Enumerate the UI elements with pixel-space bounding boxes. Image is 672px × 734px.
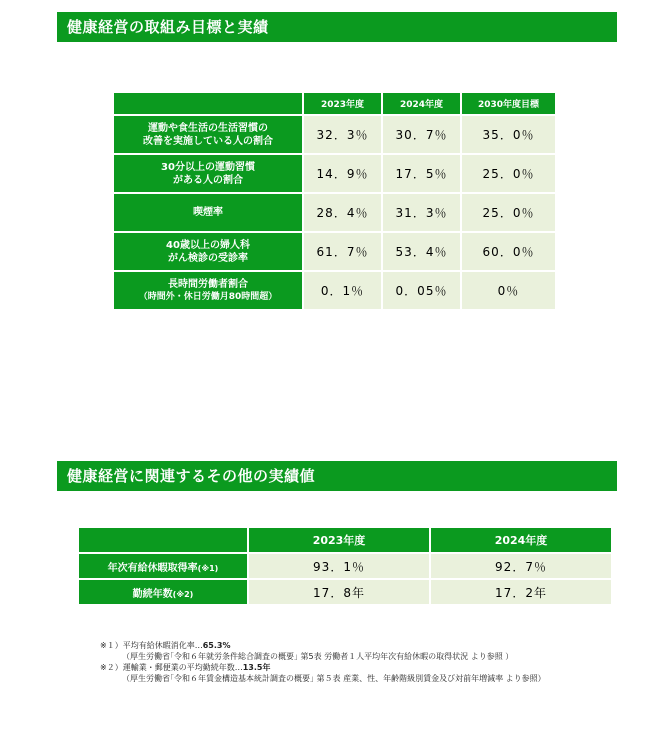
table-cell: 25．0％: [462, 155, 555, 192]
row-header-line1: 喫煙率: [193, 207, 223, 218]
row-header: [114, 272, 302, 309]
row-header: [79, 554, 247, 578]
table-cell: 53．4％: [383, 233, 460, 270]
table-cell: 92．7％: [431, 554, 611, 578]
column-header: 2024年度: [383, 93, 460, 114]
row-header: [114, 233, 302, 270]
table-cell: 17．5％: [383, 155, 460, 192]
table-row: [114, 272, 555, 309]
row-header-line2: 改善を実施している人の割合: [143, 135, 273, 147]
footnote-1: [100, 640, 660, 651]
row-header: [114, 155, 302, 192]
table-row: [114, 233, 555, 270]
column-header: 2023年度: [249, 528, 429, 552]
table-row: [114, 155, 555, 192]
footnotes: [100, 640, 660, 684]
table-corner-cell: [79, 528, 247, 552]
table-header-row: [79, 528, 611, 552]
table-corner-cell: [114, 93, 302, 114]
footnote-1-prefix: ※１）平均有給休暇消化率…: [100, 641, 203, 650]
other-results-table: [77, 526, 613, 606]
row-header: [79, 580, 247, 604]
table-cell: 0％: [462, 272, 555, 309]
section-title-other-results: 健康経営に関連するその他の実績値: [57, 461, 617, 491]
footnote-2-value: 13.5年: [242, 663, 271, 672]
row-header-label: 勤続年数: [132, 588, 173, 600]
table-cell: 32．3％: [304, 116, 381, 153]
table-cell: 30．7％: [383, 116, 460, 153]
table-cell: 28．4％: [304, 194, 381, 231]
table-cell: 0．05％: [383, 272, 460, 309]
row-header-line1: 運動や食生活の生活習慣の: [148, 122, 268, 134]
table-cell: 31．3％: [383, 194, 460, 231]
table-row: [79, 554, 611, 578]
table-cell: 93．1％: [249, 554, 429, 578]
footnote-ref: (※1): [197, 563, 219, 573]
row-header-label: 年次有給休暇取得率: [107, 562, 198, 574]
footnote-1-value: 65.3%: [202, 641, 231, 650]
row-header-line1: 長時間労働者割合: [168, 278, 248, 290]
table-cell: 14．9％: [304, 155, 381, 192]
row-header-line2: がん検診の受診率: [168, 252, 248, 264]
table-cell: 0．1％: [304, 272, 381, 309]
row-header-line2: がある人の割合: [173, 174, 243, 186]
row-header-line2: （時間外・休日労働月80時間超）: [138, 291, 278, 302]
section-title-health-goals: 健康経営の取組み目標と実績: [57, 12, 617, 42]
footnote-2: [100, 662, 660, 673]
table-cell: 17．8年: [249, 580, 429, 604]
table-cell: 61．7％: [304, 233, 381, 270]
table-cell: 17．2年: [431, 580, 611, 604]
table-row: [114, 116, 555, 153]
health-goals-table: [112, 91, 557, 311]
column-header: 2024年度: [431, 528, 611, 552]
table-row: [114, 194, 555, 231]
row-header-line1: 40歳以上の婦人科: [166, 239, 250, 251]
footnote-ref: (※2): [172, 589, 194, 599]
table-cell: 35．0％: [462, 116, 555, 153]
table-row: [79, 580, 611, 604]
footnote-2-source: （厚生労働省｢令和６年賃金構造基本統計調査の概要｣ 第５表 産業、性、年齢階級別賃金及び対前年増減率 より参照）: [122, 674, 546, 683]
row-header-line1: 30分以上の運動習慣: [161, 161, 255, 173]
footnote-1-source: （厚生労働省｢令和６年就労条件総合調査の概要｣ 第5表 労働者１人平均年次有給休暇の取得状況 より参照 ）: [122, 652, 514, 661]
table-cell: 25．0％: [462, 194, 555, 231]
column-header: 2023年度: [304, 93, 381, 114]
row-header: [114, 116, 302, 153]
table-cell: 60．0％: [462, 233, 555, 270]
column-header: 2030年度目標: [462, 93, 555, 114]
row-header: [114, 194, 302, 231]
table-header-row: [114, 93, 555, 114]
footnote-2-prefix: ※２）運輸業・郵便業の平均勤続年数…: [100, 663, 243, 672]
